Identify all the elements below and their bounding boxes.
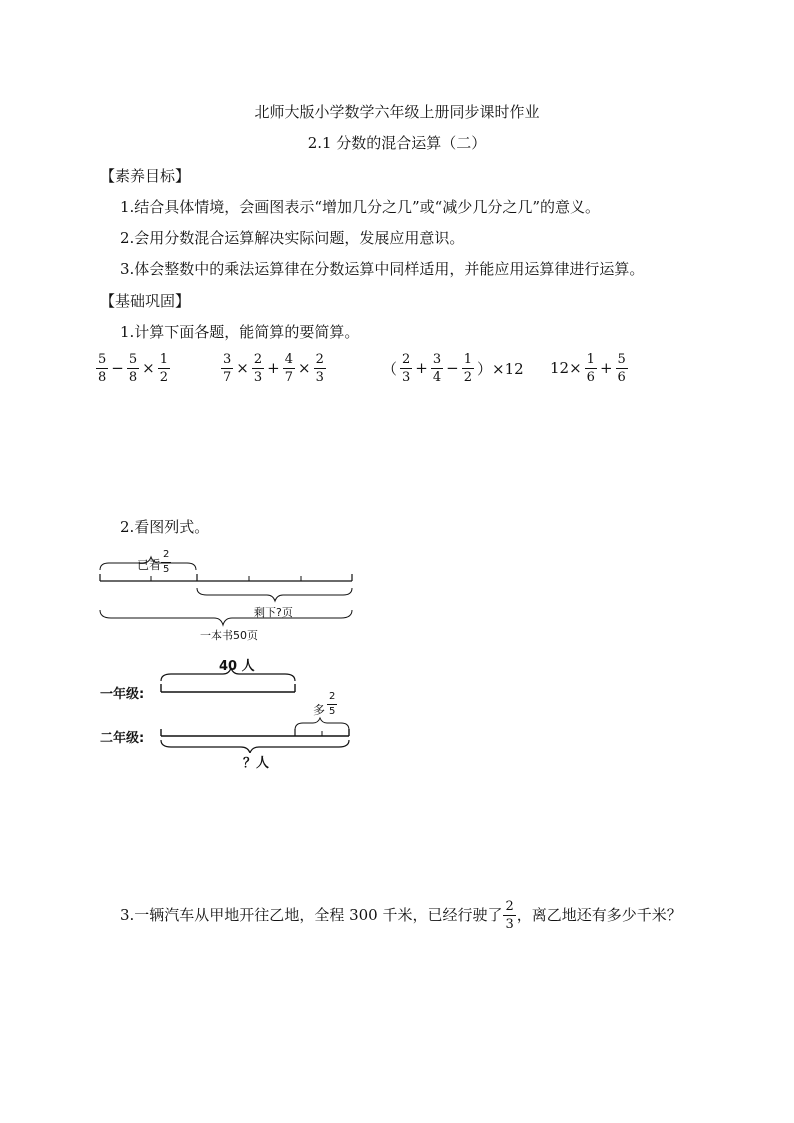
fraction: $\frac{4}{7}$ — [284, 351, 293, 385]
question-3-prompt-start: 3.一辆汽车从甲地开往乙地，全程 300 千米，已经行驶了 — [120, 906, 503, 924]
fraction: $\frac{5}{8}$ — [98, 351, 107, 385]
fraction: $\frac{1}{2}$ — [463, 351, 473, 385]
q1-expression-2 — [220, 348, 327, 388]
operator: + — [267, 359, 280, 377]
operator: + — [415, 359, 428, 377]
operator: ）×12 — [477, 359, 524, 378]
fraction: $\frac{1}{2}$ — [159, 351, 168, 385]
operator: × — [298, 359, 311, 377]
more-label: 多 — [313, 703, 326, 717]
unknown-count-label: ？人 — [243, 756, 270, 771]
q1-expression-3 — [380, 348, 526, 388]
grade-one-count: 40 人 — [219, 659, 255, 674]
fraction: $\frac{2}{3}$ — [402, 351, 411, 385]
fraction: $\frac{5}{6}$ — [617, 351, 626, 385]
total-pages-label: 一本书50页 — [200, 629, 258, 642]
fraction: $\frac{3}{7}$ — [223, 351, 232, 385]
operator: （ — [382, 359, 398, 378]
fraction: $\frac{1}{6}$ — [586, 351, 595, 385]
operator: − — [111, 359, 124, 377]
goal-item-1: 1.结合具体情境，会画图表示“增加几分之几”或“减少几分之几”的意义。 — [120, 198, 600, 216]
question-3-prompt-end: ，离乙地还有多少千米？ — [516, 906, 682, 924]
fraction: $\frac{3}{4}$ — [432, 351, 442, 385]
question-3 — [120, 895, 682, 935]
operator: + — [599, 359, 613, 377]
basics-heading: 【基础巩固】 — [100, 292, 191, 310]
more-fraction: $\frac{2}{5}$ — [329, 691, 336, 717]
operator: − — [446, 359, 459, 377]
worksheet-subtitle: 2.1 分数的混合运算（二） — [307, 134, 487, 152]
fraction: $\frac{2}{3}$ — [253, 351, 263, 385]
question-3-fraction: $\frac{2}{3}$ — [505, 898, 514, 932]
operator: 12× — [550, 359, 582, 377]
read-fraction: $\frac{2}{5}$ — [163, 549, 170, 575]
goal-item-3: 3.体会整数中的乘法运算律在分数运算中同样适用，并能应用运算律进行运算。 — [120, 260, 645, 278]
goals-heading: 【素养目标】 — [100, 167, 191, 185]
fraction: $\frac{2}{3}$ — [315, 351, 324, 385]
grade-two-label: 二年级: — [100, 731, 145, 746]
question-2-prompt: 2.看图列式。 — [120, 518, 210, 536]
worksheet-title: 北师大版小学数学六年级上册同步课时作业 — [254, 103, 540, 121]
operator: × — [142, 359, 155, 377]
fraction: $\frac{5}{8}$ — [128, 351, 138, 385]
remaining-pages-label: 剩下?页 — [254, 606, 293, 619]
q1-expression-4 — [548, 348, 629, 388]
q1-expression-1 — [95, 348, 171, 388]
grade-one-label: 一年级: — [100, 687, 145, 702]
goal-item-2: 2.会用分数混合运算解决实际问题，发展应用意识。 — [120, 229, 465, 247]
read-label: 已看 — [137, 558, 162, 572]
question-1-prompt: 1.计算下面各题，能简算的要简算。 — [120, 323, 360, 341]
operator: × — [236, 359, 249, 377]
